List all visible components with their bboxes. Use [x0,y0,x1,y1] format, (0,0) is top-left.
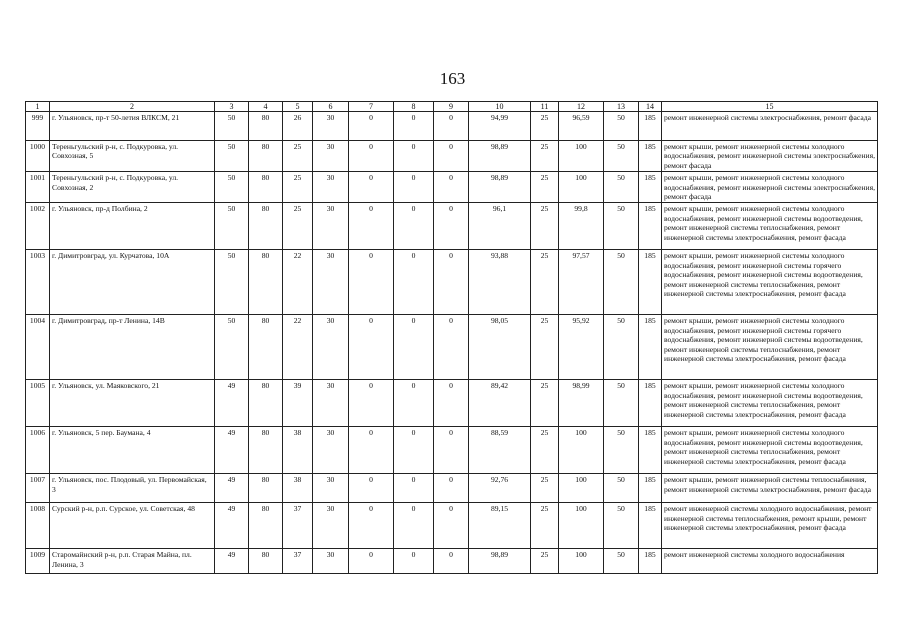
cell-col-7: 0 [349,474,394,503]
table-row [26,203,878,250]
cell-col-3: 50 [215,250,249,315]
cell-col-7: 0 [349,315,394,380]
cell-col-9: 0 [434,503,469,549]
cell-col-14: 185 [639,380,662,427]
cell-col-8: 0 [394,141,434,172]
cell-col-4: 80 [249,503,283,549]
row-number-cell: 999 [26,112,50,141]
table-row [26,503,878,549]
cell-col-12: 100 [559,141,604,172]
cell-col-11: 25 [531,474,559,503]
cell-col-12: 99,8 [559,203,604,250]
header-row [26,102,878,112]
cell-col-3: 49 [215,380,249,427]
row-number-cell: 1008 [26,503,50,549]
works-cell: ремонт крыши, ремонт инженерной системы теплоснабжения, ремонт инженерной системы электроснабжения, ремонт фасада [662,474,878,503]
cell-col-12: 100 [559,549,604,574]
works-cell: ремонт крыши, ремонт инженерной системы холодного водоснабжения, ремонт инженерной системы водоотведения, ремонт инженерной системы теплоснабжения, ремонт инженерной системы электроснабжения, ремонт фасада [662,427,878,474]
row-number-cell: 1000 [26,141,50,172]
column-header-13: 13 [604,102,639,112]
cell-col-5: 37 [283,503,313,549]
table-row [26,474,878,503]
address-cell: Сурский р-н, р.п. Сурское, ул. Советская, 48 [50,503,215,549]
cell-col-13: 50 [604,141,639,172]
cell-col-11: 25 [531,315,559,380]
cell-col-5: 25 [283,141,313,172]
row-number-cell: 1006 [26,427,50,474]
row-number-cell: 1005 [26,380,50,427]
cell-col-9: 0 [434,203,469,250]
cell-col-11: 25 [531,503,559,549]
cell-col-9: 0 [434,172,469,203]
column-header-12: 12 [559,102,604,112]
cell-col-8: 0 [394,315,434,380]
cell-col-8: 0 [394,112,434,141]
cell-col-10: 93,88 [469,250,531,315]
cell-col-5: 25 [283,172,313,203]
cell-col-10: 98,05 [469,315,531,380]
cell-col-11: 25 [531,172,559,203]
works-cell: ремонт крыши, ремонт инженерной системы холодного водоснабжения, ремонт инженерной системы горячего водоснабжения, ремонт инженерной системы водоотведения, ремонт инженерной системы теплоснабжения, ремонт инженерной системы электроснабжения, ремонт фасада [662,315,878,380]
repair-program-table [25,101,878,574]
cell-col-13: 50 [604,250,639,315]
cell-col-12: 95,92 [559,315,604,380]
cell-col-4: 80 [249,549,283,574]
column-header-15: 15 [662,102,878,112]
cell-col-8: 0 [394,503,434,549]
table-row [26,380,878,427]
cell-col-13: 50 [604,427,639,474]
cell-col-14: 185 [639,203,662,250]
cell-col-12: 100 [559,427,604,474]
column-header-6: 6 [313,102,349,112]
table-row [26,549,878,574]
cell-col-3: 50 [215,315,249,380]
column-header-4: 4 [249,102,283,112]
works-cell: ремонт инженерной системы холодного водоснабжения, ремонт инженерной системы теплоснабжения, ремонт крыши, ремонт инженерной системы электроснабжения, ремонт фасада [662,503,878,549]
cell-col-7: 0 [349,427,394,474]
cell-col-7: 0 [349,112,394,141]
cell-col-14: 185 [639,315,662,380]
row-number-cell: 1007 [26,474,50,503]
address-cell: Старомайнский р-н, р.п. Старая Майна, пл. Ленина, 3 [50,549,215,574]
cell-col-11: 25 [531,250,559,315]
cell-col-9: 0 [434,250,469,315]
cell-col-6: 30 [313,112,349,141]
cell-col-11: 25 [531,549,559,574]
cell-col-6: 30 [313,549,349,574]
cell-col-7: 0 [349,380,394,427]
works-cell: ремонт крыши, ремонт инженерной системы холодного водоснабжения, ремонт инженерной системы электроснабжения, ремонт фасада [662,172,878,203]
cell-col-3: 50 [215,112,249,141]
works-cell: ремонт крыши, ремонт инженерной системы холодного водоснабжения, ремонт инженерной системы водоотведения, ремонт инженерной системы теплоснабжения, ремонт инженерной системы электроснабжения, ремонт фасада [662,380,878,427]
cell-col-9: 0 [434,380,469,427]
cell-col-14: 185 [639,141,662,172]
column-header-1: 1 [26,102,50,112]
cell-col-9: 0 [434,474,469,503]
address-cell: г. Димитровград, ул. Курчатова, 10А [50,250,215,315]
cell-col-5: 22 [283,250,313,315]
cell-col-7: 0 [349,503,394,549]
cell-col-10: 89,15 [469,503,531,549]
cell-col-10: 94,99 [469,112,531,141]
cell-col-12: 100 [559,503,604,549]
column-header-11: 11 [531,102,559,112]
cell-col-11: 25 [531,112,559,141]
row-number-cell: 1001 [26,172,50,203]
cell-col-8: 0 [394,474,434,503]
cell-col-6: 30 [313,315,349,380]
cell-col-5: 37 [283,549,313,574]
cell-col-5: 38 [283,474,313,503]
cell-col-10: 88,59 [469,427,531,474]
cell-col-3: 49 [215,503,249,549]
table-row [26,315,878,380]
cell-col-10: 89,42 [469,380,531,427]
row-number-cell: 1002 [26,203,50,250]
cell-col-8: 0 [394,380,434,427]
cell-col-13: 50 [604,112,639,141]
cell-col-3: 50 [215,172,249,203]
cell-col-13: 50 [604,172,639,203]
table-row [26,250,878,315]
cell-col-6: 30 [313,474,349,503]
address-cell: г. Ульяновск, пос. Плодовый, ул. Первомайская, 3 [50,474,215,503]
cell-col-8: 0 [394,427,434,474]
cell-col-11: 25 [531,141,559,172]
cell-col-5: 26 [283,112,313,141]
address-cell: г. Ульяновск, ул. Маяковского, 21 [50,380,215,427]
works-cell: ремонт крыши, ремонт инженерной системы холодного водоснабжения, ремонт инженерной системы горячего водоснабжения, ремонт инженерной системы водоотведения, ремонт инженерной системы теплоснабжения, ремонт инженерной системы электроснабжения, ремонт фасада [662,250,878,315]
column-header-14: 14 [639,102,662,112]
cell-col-11: 25 [531,427,559,474]
address-cell: г. Ульяновск, пр-т 50-летия ВЛКСМ, 21 [50,112,215,141]
cell-col-7: 0 [349,172,394,203]
cell-col-8: 0 [394,203,434,250]
cell-col-3: 50 [215,141,249,172]
cell-col-9: 0 [434,427,469,474]
address-cell: г. Ульяновск, пр-д Полбина, 2 [50,203,215,250]
cell-col-13: 50 [604,203,639,250]
cell-col-13: 50 [604,380,639,427]
works-cell: ремонт инженерной системы электроснабжения, ремонт фасада [662,112,878,141]
column-header-10: 10 [469,102,531,112]
column-header-7: 7 [349,102,394,112]
cell-col-6: 30 [313,380,349,427]
cell-col-12: 96,59 [559,112,604,141]
column-header-9: 9 [434,102,469,112]
cell-col-4: 80 [249,427,283,474]
cell-col-8: 0 [394,250,434,315]
address-cell: г. Димитровград, пр-т Ленина, 14В [50,315,215,380]
works-cell: ремонт инженерной системы холодного водоснабжения [662,549,878,574]
cell-col-10: 92,76 [469,474,531,503]
cell-col-7: 0 [349,250,394,315]
cell-col-5: 38 [283,427,313,474]
cell-col-10: 98,89 [469,549,531,574]
cell-col-5: 22 [283,315,313,380]
address-cell: Тереньгульский р-н, с. Подкуровка, ул. Совхозная, 2 [50,172,215,203]
cell-col-9: 0 [434,112,469,141]
cell-col-5: 39 [283,380,313,427]
table-body [26,112,878,574]
cell-col-5: 25 [283,203,313,250]
cell-col-4: 80 [249,141,283,172]
table-row [26,141,878,172]
cell-col-9: 0 [434,549,469,574]
row-number-cell: 1004 [26,315,50,380]
cell-col-12: 98,99 [559,380,604,427]
cell-col-9: 0 [434,315,469,380]
table-row [26,172,878,203]
column-header-2: 2 [50,102,215,112]
cell-col-4: 80 [249,112,283,141]
cell-col-4: 80 [249,203,283,250]
row-number-cell: 1009 [26,549,50,574]
cell-col-6: 30 [313,203,349,250]
page-number: 163 [439,69,466,88]
table-row [26,112,878,141]
row-number-cell: 1003 [26,250,50,315]
cell-col-12: 100 [559,474,604,503]
cell-col-14: 185 [639,250,662,315]
table-row [26,427,878,474]
cell-col-10: 98,89 [469,141,531,172]
column-header-3: 3 [215,102,249,112]
cell-col-12: 100 [559,172,604,203]
cell-col-14: 185 [639,503,662,549]
cell-col-4: 80 [249,474,283,503]
cell-col-13: 50 [604,503,639,549]
cell-col-4: 80 [249,172,283,203]
cell-col-7: 0 [349,141,394,172]
cell-col-14: 185 [639,474,662,503]
cell-col-6: 30 [313,503,349,549]
cell-col-11: 25 [531,380,559,427]
cell-col-8: 0 [394,549,434,574]
cell-col-7: 0 [349,549,394,574]
cell-col-14: 185 [639,112,662,141]
cell-col-14: 185 [639,549,662,574]
cell-col-8: 0 [394,172,434,203]
cell-col-6: 30 [313,427,349,474]
cell-col-13: 50 [604,549,639,574]
cell-col-3: 50 [215,203,249,250]
works-cell: ремонт крыши, ремонт инженерной системы холодного водоснабжения, ремонт инженерной системы электроснабжения, ремонт фасада [662,141,878,172]
cell-col-3: 49 [215,474,249,503]
cell-col-6: 30 [313,250,349,315]
cell-col-6: 30 [313,141,349,172]
column-header-8: 8 [394,102,434,112]
cell-col-3: 49 [215,427,249,474]
cell-col-14: 185 [639,427,662,474]
cell-col-3: 49 [215,549,249,574]
address-cell: Тереньгульский р-н, с. Подкуровка, ул. Совхозная, 5 [50,141,215,172]
cell-col-13: 50 [604,315,639,380]
cell-col-10: 98,89 [469,172,531,203]
cell-col-10: 96,1 [469,203,531,250]
column-header-5: 5 [283,102,313,112]
cell-col-6: 30 [313,172,349,203]
cell-col-7: 0 [349,203,394,250]
cell-col-4: 80 [249,250,283,315]
cell-col-4: 80 [249,380,283,427]
cell-col-12: 97,57 [559,250,604,315]
cell-col-11: 25 [531,203,559,250]
cell-col-14: 185 [639,172,662,203]
works-cell: ремонт крыши, ремонт инженерной системы холодного водоснабжения, ремонт инженерной системы водоотведения, ремонт инженерной системы теплоснабжения, ремонт инженерной системы электроснабжения, ремонт фасада [662,203,878,250]
address-cell: г. Ульяновск, 5 пер. Баумана, 4 [50,427,215,474]
cell-col-4: 80 [249,315,283,380]
cell-col-9: 0 [434,141,469,172]
cell-col-13: 50 [604,474,639,503]
